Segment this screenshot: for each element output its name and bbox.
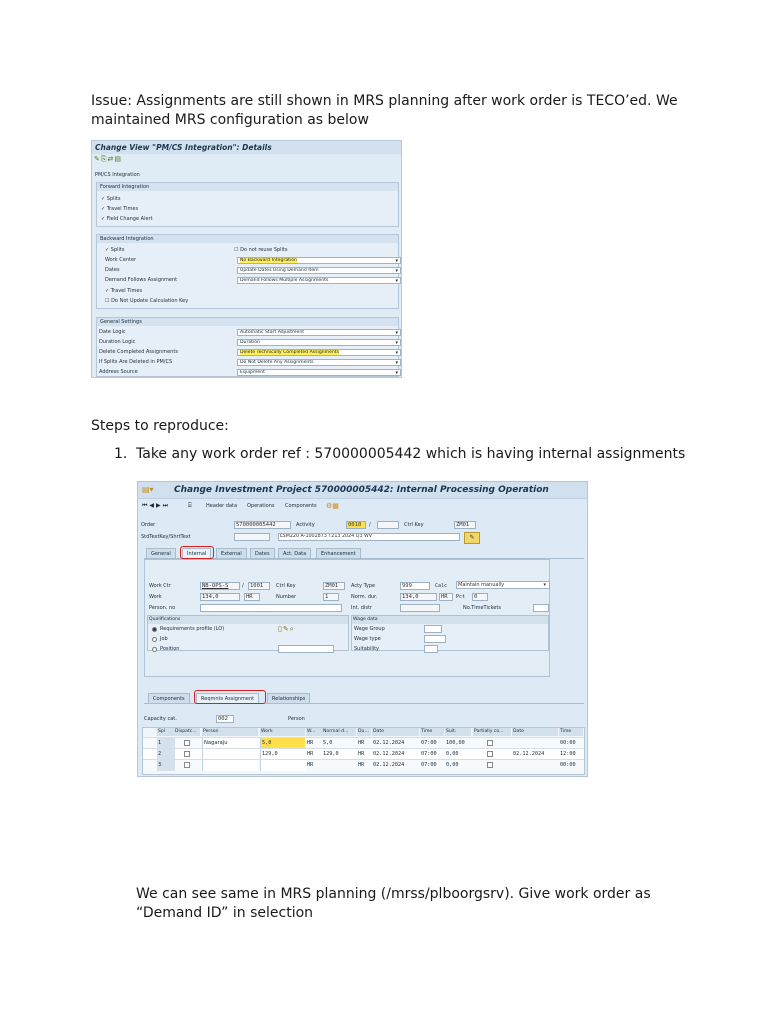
wage-data-header: Wage data [352,616,548,624]
duration-logic-dropdown[interactable]: Duration ▾ [237,339,401,346]
person-label: Person [288,716,305,722]
table-cell[interactable]: 02.12.2024 [373,751,405,757]
calc-label: Calc [435,583,448,589]
row-checkbox[interactable] [184,740,190,746]
table-cell[interactable]: 07:00 [421,762,437,768]
header-data-button[interactable]: Header data [206,503,238,509]
radio-job[interactable] [152,637,157,642]
table-cell[interactable]: 02.12.2024 [513,751,545,757]
table-cell[interactable]: 129,0 [323,751,339,757]
table-cell[interactable]: HR [307,751,314,757]
wage-group-field[interactable] [424,625,442,633]
step-1-number: 1. [114,446,128,462]
table-cell[interactable]: Nagaraju [202,738,258,749]
table-cell[interactable]: 02.12.2024 [373,762,405,768]
qualifications-header: Qualifications [148,616,348,624]
step-1-text: Take any work order ref : 570000005442 which is having internal assignments [136,446,686,462]
forward-splits[interactable]: ✓ Splits [101,196,121,202]
slash-separator: / [369,522,371,528]
order-field[interactable]: 570000005442 [234,521,291,529]
table-header-cell[interactable]: Person [202,728,258,736]
table-cell[interactable]: 129,0 [260,749,305,760]
highlight-reqmnts-tab [194,690,266,704]
suitability-label: Suitability [354,646,380,652]
time-tickets-field[interactable] [533,604,549,612]
stdtext-label: StdTextKey/ShrtText [141,534,191,540]
table-cell[interactable] [322,760,356,771]
edit-text-icon[interactable]: ✎ [464,532,480,544]
table-cell[interactable] [260,760,305,771]
delete-completed-label: Delete Completed Assignments [99,349,178,355]
row-checkbox[interactable] [487,762,493,768]
work-center-label: Work Center [105,257,137,263]
table-cell[interactable] [202,760,258,771]
menu-icon[interactable]: ▤▾ [142,485,154,494]
work-order-screenshot [137,481,588,777]
capacity-field[interactable]: 002 [216,715,234,723]
no-update-calc-key[interactable]: ☐ Do Not Update Calculation Key [105,298,189,304]
capacity-label: Capacity cat. [144,716,177,722]
table-header-cell[interactable]: Dispatc... [174,728,200,736]
table-header-cell[interactable]: Time [420,728,444,736]
address-source-label: Address Source [99,369,138,375]
table-cell[interactable]: 07:00 [421,740,437,746]
calc-dropdown[interactable]: Maintain manually ▾ [456,581,550,589]
steps-title: Steps to reproduce: [91,418,229,434]
work-unit-field[interactable]: HR [244,593,260,601]
dropdown-arrow-icon: ▾ [543,582,546,588]
assignment-table [142,727,585,775]
date-logic-label: Date Logic [99,329,126,335]
wage-type-label: Wage type [354,636,381,642]
screenshot-title: Change Investment Project 570000005442: Internal Processing Operation [174,485,549,495]
sub-activity-field[interactable] [377,521,399,529]
table-header-cell[interactable]: W... [306,728,322,736]
table-cell[interactable]: 5,0 [323,740,333,746]
demand-follows-dropdown[interactable]: Demand Follows Multiple Assignments ▾ [237,277,401,284]
activity-field[interactable]: 0010 [346,521,366,529]
norm-dur-field[interactable]: 134,0 [400,593,437,601]
tools-icon[interactable]: ⚙▦ [326,502,339,510]
number-label: Number [276,594,297,600]
title-bar [138,482,587,499]
forward-field-change-alert[interactable]: ✓ Field Change Alert [101,216,153,222]
internal-tab-panel [144,559,550,677]
duration-logic-label: Duration Logic [99,339,136,345]
acty-type-label: Acty Type [351,583,376,589]
table-cell[interactable]: HR [358,751,365,757]
table-cell[interactable]: 0,00 [446,762,459,768]
suitability-field[interactable] [424,645,438,653]
int-distr-field[interactable] [400,604,440,612]
table-row[interactable] [143,759,584,771]
norm-unit-field[interactable]: HR [439,593,453,601]
ctrl-key2-field[interactable]: ZM01 [323,582,345,590]
table-cell[interactable]: 12:00 [560,751,576,757]
backward-travel-times[interactable]: ✓ Travel Times [105,288,143,294]
int-distr-label: Int. distr [351,605,372,611]
work-label: Work [149,594,162,600]
profile-tools-icon[interactable]: ▯✎⌕ [278,625,295,633]
row-checkbox[interactable] [184,751,190,757]
group-header: General Settings [97,318,398,326]
highlight-internal-tab [180,546,214,559]
slash-separator-2: / [242,583,244,589]
work-center-dropdown[interactable]: No Backward Integration ▾ [237,257,401,264]
nav-arrows-icon[interactable]: ⏮◀▶⏭ [142,502,171,509]
table-cell[interactable]: 3 [157,760,175,771]
address-source-dropdown[interactable]: Equipment ▾ [237,369,401,376]
table-cell[interactable]: 100,00 [446,740,465,746]
general-settings-group [96,317,399,377]
no-reuse-splits[interactable]: ☐ Do not reuse Splits [234,247,288,253]
person-no-label: Person. no [149,605,176,611]
work-ctr-label: Work Ctr [149,583,171,589]
demand-follows-label: Demand Follows Assignment [105,277,178,283]
table-cell[interactable]: 00:00 [560,762,576,768]
delete-completed-dropdown[interactable]: Delete Technically Completed Assignments ▾ [237,349,401,356]
table-cell[interactable]: 0,00 [446,751,459,757]
row-checkbox[interactable] [184,762,190,768]
issue-line-2: maintained MRS configuration as below [91,112,369,128]
pct-field[interactable]: 0 [472,593,488,601]
radio-position[interactable] [152,647,157,652]
activity-label: Activity [296,522,315,528]
tab-reqmnts-assignment[interactable]: Reqmnts Assignment [196,693,259,703]
forward-travel-times[interactable]: ✓ Travel Times [101,206,139,212]
radio-requirements-profile[interactable] [152,627,157,632]
wage-type-field[interactable] [424,635,446,643]
row-checkbox[interactable] [487,740,493,746]
group-header: Forward Integration [97,183,398,191]
tab-external[interactable]: External [216,548,247,558]
table-cell[interactable]: HR [307,762,314,768]
row-checkbox[interactable] [487,751,493,757]
job-label: Job [160,636,168,642]
ctrl-key2-label: Ctrl Key [276,583,296,589]
tab-dates[interactable]: Dates [250,548,275,558]
dates-label: Dates [105,267,120,273]
wage-data-group [351,615,549,651]
stdtext-key-field[interactable] [234,533,270,541]
forward-integration-group [96,182,399,227]
wage-group-label: Wage Group [354,626,385,632]
crumb-label: PM/CS Integration [95,172,140,178]
toolbar-icons: ✎⎘⇄▤ [94,155,122,163]
table-header-cell[interactable]: Normal d... [322,728,356,736]
tab-general[interactable]: General [146,548,176,558]
tab-enhancement[interactable]: Enhancement [316,548,361,558]
table-header-cell[interactable]: Work [260,728,305,736]
position-label: Position [160,646,180,652]
norm-dur-label: Norm. dur. [351,594,378,600]
tab-internal[interactable]: Internal [182,548,211,558]
ctrl-key-field[interactable]: ZM01 [454,521,476,529]
note-line-2: “Demand ID” in selection [136,905,314,921]
plant-field[interactable]: 1001 [248,582,270,590]
table-cell[interactable]: HR [358,762,365,768]
table-header-cell[interactable]: Date [372,728,419,736]
acty-type-field[interactable]: 999 [400,582,430,590]
tab-relationships[interactable]: Relationships [267,693,310,703]
table-cell[interactable]: 5,0 [260,738,305,749]
table-cell[interactable]: 07:00 [421,751,437,757]
issue-line-1: Issue: Assignments are still shown in MRS planning after work order is TECO’ed. We [91,93,678,109]
table-cell[interactable]: HR [358,740,365,746]
ctrl-key-label: Ctrl Key [404,522,424,528]
date-logic-dropdown[interactable]: Automatic Start Adjustment ▾ [237,329,401,336]
components-button[interactable]: Components [285,503,317,509]
work-ctr-field[interactable]: NB-OPS-S [200,582,240,590]
dates-dropdown[interactable]: Update Dates Using Demand Item ▾ [237,267,401,274]
requirements-profile-label: Requirements profile (LO) [160,626,225,632]
table-cell[interactable]: HR [307,740,314,746]
note-line-1: We can see same in MRS planning (/mrss/plboorgsrv). Give work order as [136,886,651,902]
operations-button[interactable]: Operations [247,503,275,509]
short-text-field[interactable]: LSM220 A-1002873 T213 2024 Q3 WV [278,533,460,541]
table-cell[interactable]: 1 [157,738,175,749]
table-header-cell[interactable]: Time [559,728,583,736]
person-no-field[interactable] [200,604,342,612]
backward-integration-group [96,234,399,309]
qualifications-group [147,615,349,651]
group-header: Backward Integration [97,235,398,243]
splits-deleted-label: If Splits Are Deleted in PM/CS [99,359,173,365]
tab-act-data[interactable]: Act. Data [278,548,311,558]
mrs-config-screenshot [91,140,402,378]
document-icon[interactable]: ⌸ [188,502,192,509]
tab-components[interactable]: Components [148,693,190,703]
pct-label: Pct [456,594,466,600]
order-label: Order [141,522,156,528]
table-cell[interactable]: 2 [157,749,175,760]
table-header-cell[interactable]: Date [512,728,558,736]
work-field[interactable]: 134,0 [200,593,240,601]
time-tickets-label: No.TimeTickets [463,605,501,611]
table-header-cell[interactable]: Partially co... [473,728,511,736]
table-header-cell[interactable]: Du... [357,728,371,736]
table-cell[interactable]: 02.12.2024 [373,740,405,746]
table-cell[interactable]: 00:00 [560,740,576,746]
table-header-cell[interactable]: Suit. [445,728,471,736]
table-cell[interactable] [512,760,558,771]
number-field[interactable]: 1 [323,593,339,601]
table-header-cell[interactable]: Spl [157,728,175,736]
backward-splits[interactable]: ✓ Splits [105,247,125,253]
splits-deleted-dropdown[interactable]: Do Not Delete Any Assignments ▾ [237,359,401,366]
position-field[interactable] [278,645,334,653]
screenshot-title: Change View "PM/CS Integration": Details [92,141,401,154]
